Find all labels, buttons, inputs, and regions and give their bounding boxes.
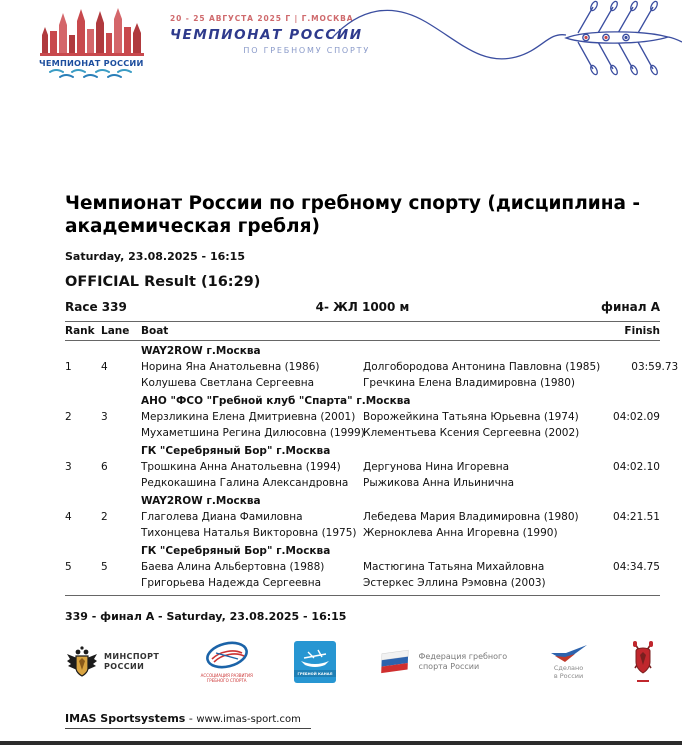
rower-name: Рыжикова Анна Ильинична	[363, 476, 515, 489]
page-title: Чемпионат России по гребному спорту (дисциплина - академическая гребля)	[65, 193, 641, 238]
rower-name: Колушева Светлана Сергеевна	[141, 376, 315, 389]
page-header	[0, 0, 682, 110]
federation-caption: Федерация гребного спорта России	[418, 651, 508, 671]
rowing-federation-logo	[378, 649, 508, 675]
boat-cell	[141, 393, 582, 441]
minsport-caption: МИНСПОРТ РОССИИ	[104, 651, 160, 671]
lane-cell: 3	[101, 410, 108, 423]
boat-cell	[141, 543, 582, 591]
minsport-logo	[65, 644, 159, 680]
rank-cell: 1	[65, 360, 72, 373]
credit-url[interactable]: www.imas-sport.com	[196, 714, 301, 725]
championship-logo	[38, 4, 146, 82]
rower-name: Клементьева Ксения Сергеевна (2002)	[363, 426, 580, 439]
rower-name: Трошкина Анна Анатольевна (1994)	[141, 460, 341, 473]
rank-cell: 4	[65, 510, 72, 523]
waves-icon	[50, 70, 131, 77]
result-row	[65, 343, 679, 391]
rower-name: Ворожейкина Татьяна Юрьевна (1974)	[363, 410, 579, 423]
rower-name: Эстеркес Эллина Рэмовна (2003)	[363, 576, 546, 589]
result-row	[65, 493, 660, 541]
lane-cell: 6	[101, 460, 108, 473]
race-info-row	[65, 300, 660, 314]
credit-separator: -	[188, 712, 193, 725]
rank-cell: 3	[65, 460, 72, 473]
divider	[65, 595, 660, 596]
russian-flag-icon	[378, 649, 414, 675]
association-caption: АССОЦИАЦИЯ РАЗВИТИЯ ГРЕБНОГО СПОРТА	[200, 672, 253, 683]
rower-name: Тихонцева Наталья Викторовна (1975)	[141, 526, 357, 539]
boat-cell	[141, 493, 582, 541]
race-summary: 339 - финал А - Saturday, 23.08.2025 - 16:15	[65, 609, 347, 623]
rower-name: Долгобородова Антонина Павловна (1985)	[363, 360, 601, 373]
rower-name: Редкокашина Галина Александровна	[141, 476, 349, 489]
rank-cell: 5	[65, 560, 72, 573]
crest-caption-mark	[637, 680, 649, 682]
finish-time: 04:21.51	[613, 510, 660, 523]
rowing-association-logo	[201, 641, 253, 683]
rower-name: Норина Яна Анатольевна (1986)	[141, 360, 320, 373]
finish-time: 04:02.09	[613, 410, 660, 423]
credit-footer	[65, 712, 311, 729]
rower-name: Дергунова Нина Игоревна	[363, 460, 510, 473]
club-name: WAY2ROW г.Москва	[141, 344, 261, 357]
col-finish: Finish	[624, 324, 660, 337]
boat-cell	[141, 343, 600, 391]
col-rank: Rank	[65, 324, 95, 337]
result-row	[65, 543, 660, 591]
svg-text:ГРЕБНОЙ КАНАЛ: ГРЕБНОЙ КАНАЛ	[297, 671, 333, 676]
club-name: АНО "ФСО "Гребной клуб "Спарта" г.Москва	[141, 394, 411, 407]
official-result-label: OFFICIAL Result (16:29)	[65, 273, 261, 290]
finish-time: 03:59.73	[631, 360, 679, 373]
rowing-canal-logo	[294, 641, 336, 683]
rower-name: Мерзликина Елена Дмитриевна (2001)	[141, 410, 356, 423]
made-in-russia-caption: Сделано в России	[553, 664, 584, 680]
race-event: 4- ЖЛ 1000 м	[315, 299, 410, 314]
credit-name: IMAS Sportsystems	[65, 712, 186, 725]
rank-cell: 2	[65, 410, 72, 423]
results-table-body	[65, 343, 679, 591]
race-datetime: Saturday, 23.08.2025 - 16:15	[65, 249, 245, 263]
lane-cell: 5	[101, 560, 108, 573]
rower-name: Григорьева Надежда Сергеевна	[141, 576, 322, 589]
eagle-icon	[65, 644, 99, 680]
rower-name: Жерноклева Анна Игоревна (1990)	[363, 526, 558, 539]
moscow-skyline-icon	[40, 8, 144, 56]
finish-time: 04:02.10	[613, 460, 660, 473]
checkmark-bird-icon	[549, 643, 589, 663]
boat-cell	[141, 443, 582, 491]
red-crest-logo	[630, 641, 656, 682]
event-subtitle: ПО ГРЕБНОМУ СПОРТУ	[243, 46, 370, 55]
col-lane: Lane	[101, 324, 130, 337]
rower-name: Мухаметшина Регина Дилюсовна (1999)	[141, 426, 365, 439]
rower-name: Глаголева Диана Фамиловна	[141, 510, 303, 523]
finish-time: 04:34.75	[613, 560, 660, 573]
result-row	[65, 443, 660, 491]
divider	[65, 340, 660, 341]
rower-name: Баева Алина Альбертовна (1988)	[141, 560, 325, 573]
result-sheet	[65, 192, 679, 691]
rower-name: Гречкина Елена Владимировна (1980)	[363, 376, 575, 389]
oval-rowing-icon	[204, 641, 250, 671]
race-number: Race 339	[65, 299, 127, 314]
window-bottom-edge	[0, 741, 682, 745]
made-in-russia-logo	[549, 643, 589, 680]
event-title: ЧЕМПИОНАТ РОССИИ	[170, 27, 363, 43]
rower-name: Мастюгина Татьяна Михайловна	[363, 560, 545, 573]
sponsor-logos-row	[65, 633, 660, 691]
club-name: ГК "Серебряный Бор" г.Москва	[141, 544, 331, 557]
club-name: WAY2ROW г.Москва	[141, 494, 261, 507]
event-dates: 20 - 25 АВГУСТА 2025 Г | Г.МОСКВА	[170, 14, 354, 23]
race-phase: финал А	[601, 299, 660, 314]
club-name: ГК "Серебряный Бор" г.Москва	[141, 444, 331, 457]
crossed-oars-crest-icon	[630, 641, 656, 677]
results-table-header	[65, 322, 660, 340]
rower-name: Лебедева Мария Владимировна (1980)	[363, 510, 579, 523]
lane-cell: 2	[101, 510, 108, 523]
result-row	[65, 393, 660, 441]
col-boat: Boat	[141, 324, 169, 337]
rowing-boat-illustration	[330, 0, 682, 80]
logo-title-text: ЧЕМПИОНАТ РОССИИ	[39, 58, 144, 68]
lane-cell: 4	[101, 360, 108, 373]
